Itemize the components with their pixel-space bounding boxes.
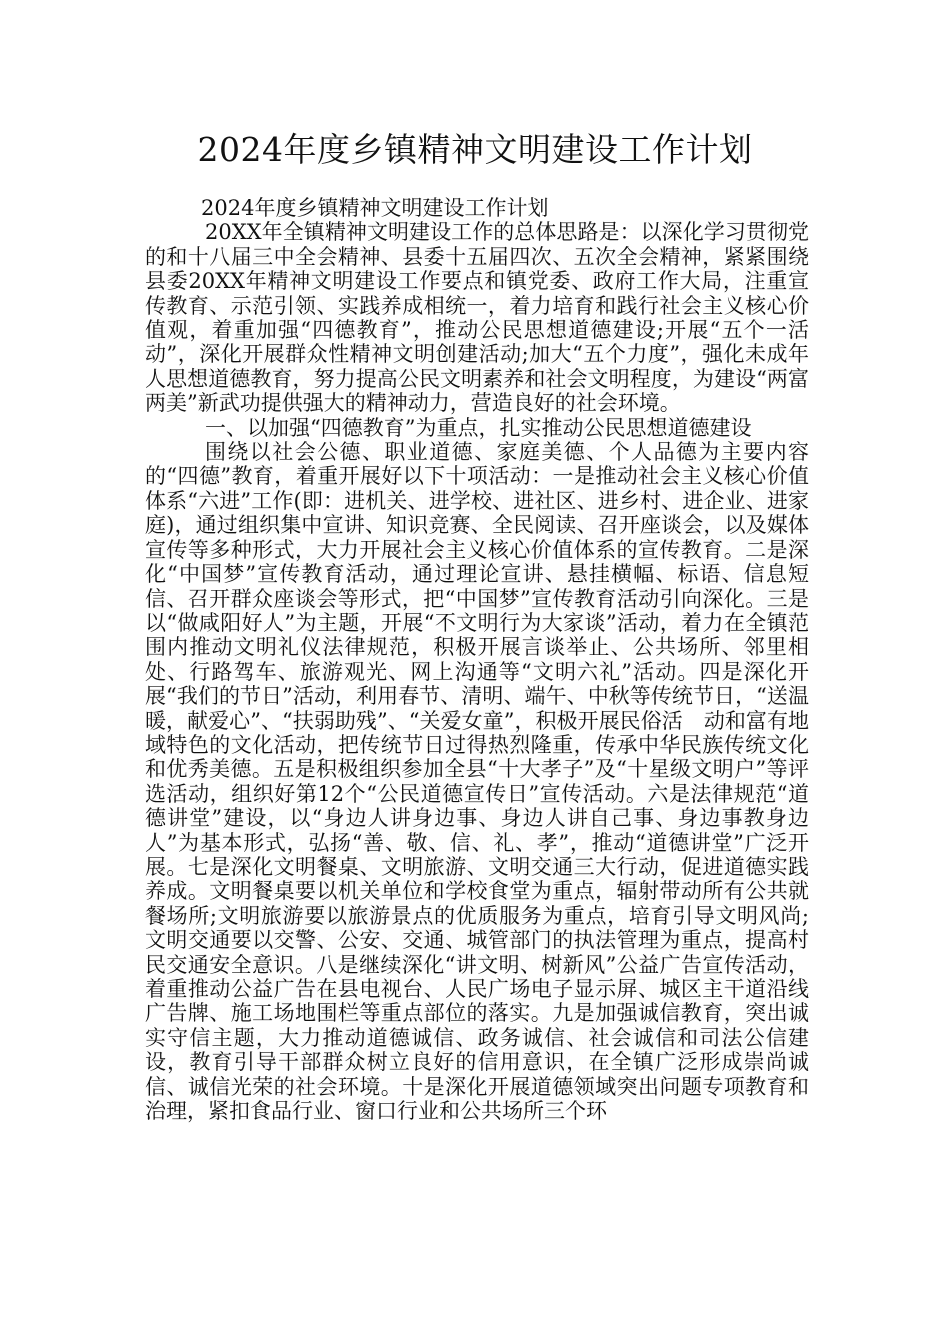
document-body [145,196,809,1123]
subtitle-paragraph: 2024年度乡镇精神文明建设工作计划 [201,196,549,220]
overview-paragraph: 20XX年全镇精神文明建设工作的总体思路是：以深化学习贯彻党的和十八届三中全会精神、县委十五届四次、五次全会精神，紧紧围绕县委20XX年精神文明建设工作要点和镇党委、政府工作大局，注重宣传教育、示范引领、实践养成相统一，着力培育和践行社会主义核心价值观，着重加强“四德教育”，推动公民思想道德建设;开展“五个一活动”，深化开展群众性精神文明创建活动;加大“五个力度”，强化未成年人思想道德教育，努力提高公民文明素养和社会文明程度，为建设“两富两美”新武功提供强大的精神动力，营造良好的社会环境。 [145,220,809,416]
document-title: 2024年度乡镇精神文明建设工作计划 [197,130,753,169]
section-body-paragraph: 围绕以社会公德、职业道德、家庭美德、个人品德为主要内容的“四德”教育，着重开展好以下十项活动：一是推动社会主义核心价值体系“六进”工作(即：进机关、进学校、进社区、进乡村、进企业、进家庭)，通过组织集中宣讲、知识竞赛、全民阅读、召开座谈会，以及媒体宣传等多种形式，大力开展社会主义核心价值体系的宣传教育。二是深化“中国梦”宣传教育活动，通过理论宣讲、悬挂横幅、标语、信息短信、召开群众座谈会等形式，把“中国梦”宣传教育活动引向深化。三是以“做咸阳好人”为主题，开展“不文明行为大家谈”活动，着力在全镇范围内推动文明礼仪法律规范，积极开展言谈举止、公共场所、邻里相处、行路驾车、旅游观光、网上沟通等“文明六礼”活动。四是深化开展“我们的节日”活动，利用春节、清明、端午、中秋等传统节日，“送温暖，献爱心”、“扶弱助残”、“关爱女童”，积极开展民俗活 动和富有地域特色的文化活动，把传统节日过得热烈隆重，传承中华民族传统文化和优秀美德。五是积极组织参加全县“十大孝子”及“十星级文明户”等评选活动，组织好第12个“公民道德宣传日”宣传活动。六是法律规范“道德讲堂”建设，以“身边人讲身边事、身边人讲自己事、身边事教身边人”为基本形式，弘扬“善、敬、信、礼、孝”，推动“道德讲堂”广泛开展。七是深化文明餐桌、文明旅游、文明交通三大行动，促进道德实践养成。文明餐桌要以机关单位和学校食堂为重点，辐射带动所有公共就餐场所;文明旅游要以旅游景点的优质服务为重点，培育引导文明风尚;文明交通要以交警、公安、交通、城管部门的执法管理为重点，提高村民交通安全意识。八是继续深化“讲文明、树新风”公益广告宣传活动，着重推动公益广告在县电视台、人民广场电子显示屏、城区主干道沿线广告牌、施工场地围栏等重点部位的落实。九是加强诚信教育，突出诚实守信主题，大力推动道德诚信、政务诚信、社会诚信和司法公信建设，教育引导干部群众树立良好的信用意识，在全镇广泛形成崇尚诚信、诚信光荣的社会环境。十是深化开展道德领域突出问题专项教育和治理，紧扣食品行业、窗口行业和公共场所三个环 [145,440,809,1124]
section-heading: 一、以加强“四德教育”为重点，扎实推动公民思想道德建设 [205,415,752,440]
